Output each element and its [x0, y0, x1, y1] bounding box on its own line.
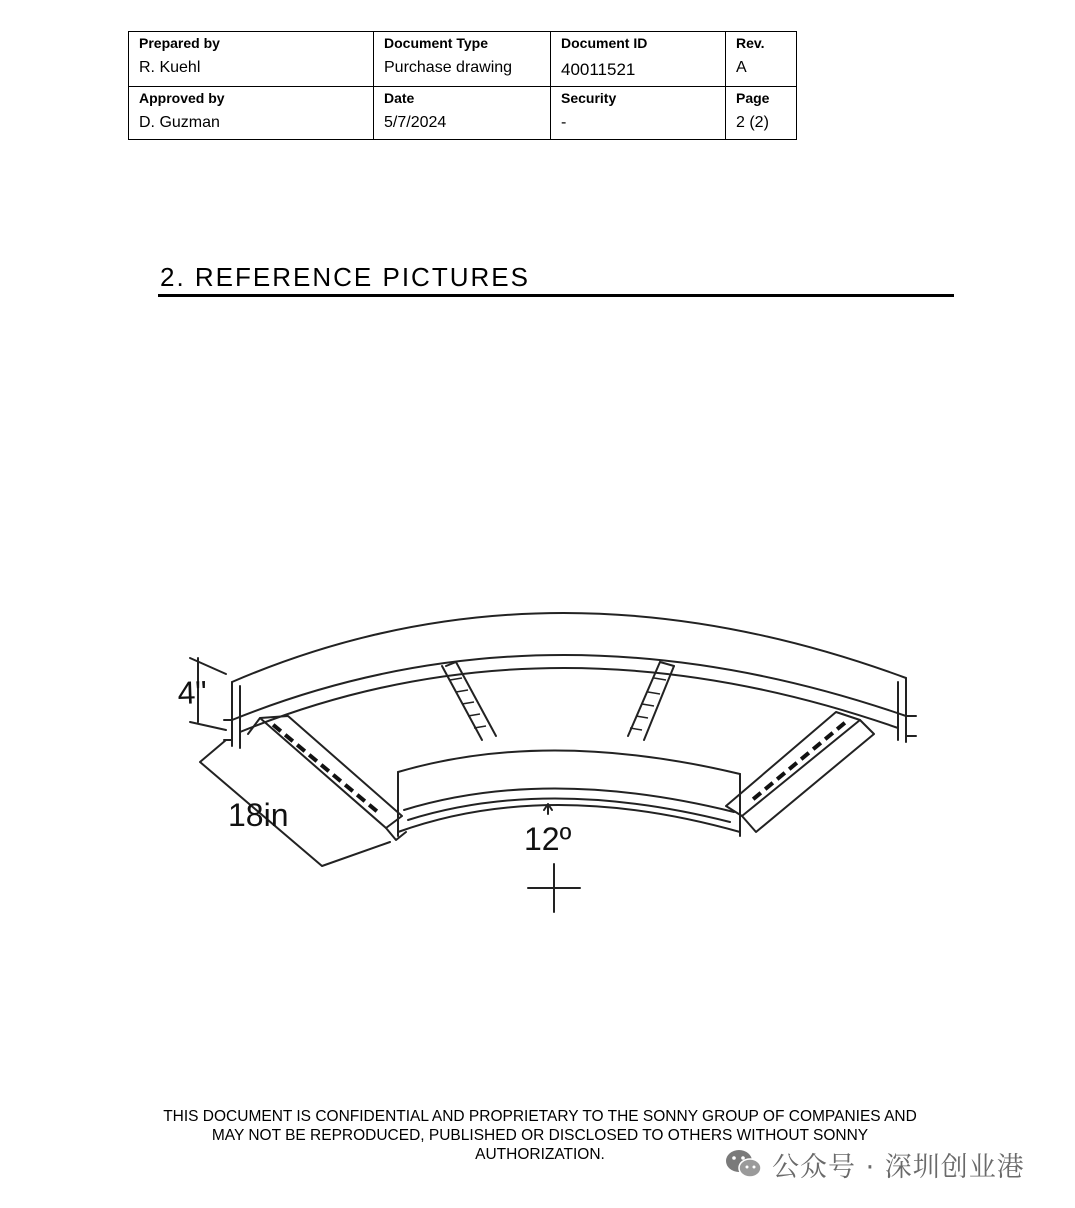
approved-by-value: D. Guzman [139, 114, 220, 131]
page-label: Page [736, 90, 770, 106]
width-label: 18in [228, 797, 289, 833]
outer-rail-right-end [898, 678, 906, 742]
outer-rail-left-end [232, 682, 240, 748]
watermark [724, 1143, 1025, 1185]
document-type-value: Purchase drawing [384, 59, 513, 76]
document-id-cell [551, 32, 726, 87]
document-id-value: 40011521 [561, 60, 636, 79]
footer-line-2: MAY NOT BE REPRODUCED, PUBLISHED OR DISCLOSED TO OTHERS WITHOUT SONNY [211, 1127, 869, 1144]
footer-line-3: AUTHORIZATION. [475, 1146, 605, 1163]
watermark-text: 公众号 · 深圳创业港 [772, 1151, 1025, 1183]
wechat-icon [724, 1147, 764, 1181]
center-mark [528, 864, 580, 912]
height-label: 4" [176, 674, 208, 711]
security-label: Security [561, 90, 617, 106]
prepared-by-label: Prepared by [139, 35, 220, 51]
prepared-by-value: R. Kuehl [139, 59, 201, 76]
cable-tray-bend-drawing [160, 570, 940, 930]
right-ladder-slots [752, 721, 846, 800]
outer-rail-bottom [232, 655, 906, 720]
document-header-table [128, 31, 797, 140]
angle-label: 12º [524, 821, 572, 857]
page-value: 2 (2) [736, 114, 769, 131]
section-title: 2. REFERENCE PICTURES [160, 262, 530, 292]
approved-by-cell [129, 87, 374, 140]
section-underline [158, 294, 954, 297]
outer-rail-inner-line [240, 668, 898, 732]
document-id-label: Document ID [561, 35, 648, 51]
date-value: 5/7/2024 [384, 114, 447, 131]
footer-line-1: THIS DOCUMENT IS CONFIDENTIAL AND PROPRIETARY TO THE SONNY GROUP OF COMPANIES AND [163, 1108, 917, 1125]
rev-label: Rev. [736, 35, 765, 51]
date-label: Date [384, 90, 415, 106]
prepared-by-cell [129, 32, 374, 87]
date-cell [374, 87, 551, 140]
inner-rail-top [398, 750, 740, 774]
document-type-cell [374, 32, 551, 87]
document-type-label: Document Type [384, 35, 488, 51]
security-cell [551, 87, 726, 140]
approved-by-label: Approved by [139, 90, 225, 106]
page-cell [726, 87, 797, 140]
security-value: - [561, 114, 567, 131]
rev-value: A [736, 59, 747, 76]
outer-rail-top [232, 613, 906, 682]
rev-cell [726, 32, 797, 87]
